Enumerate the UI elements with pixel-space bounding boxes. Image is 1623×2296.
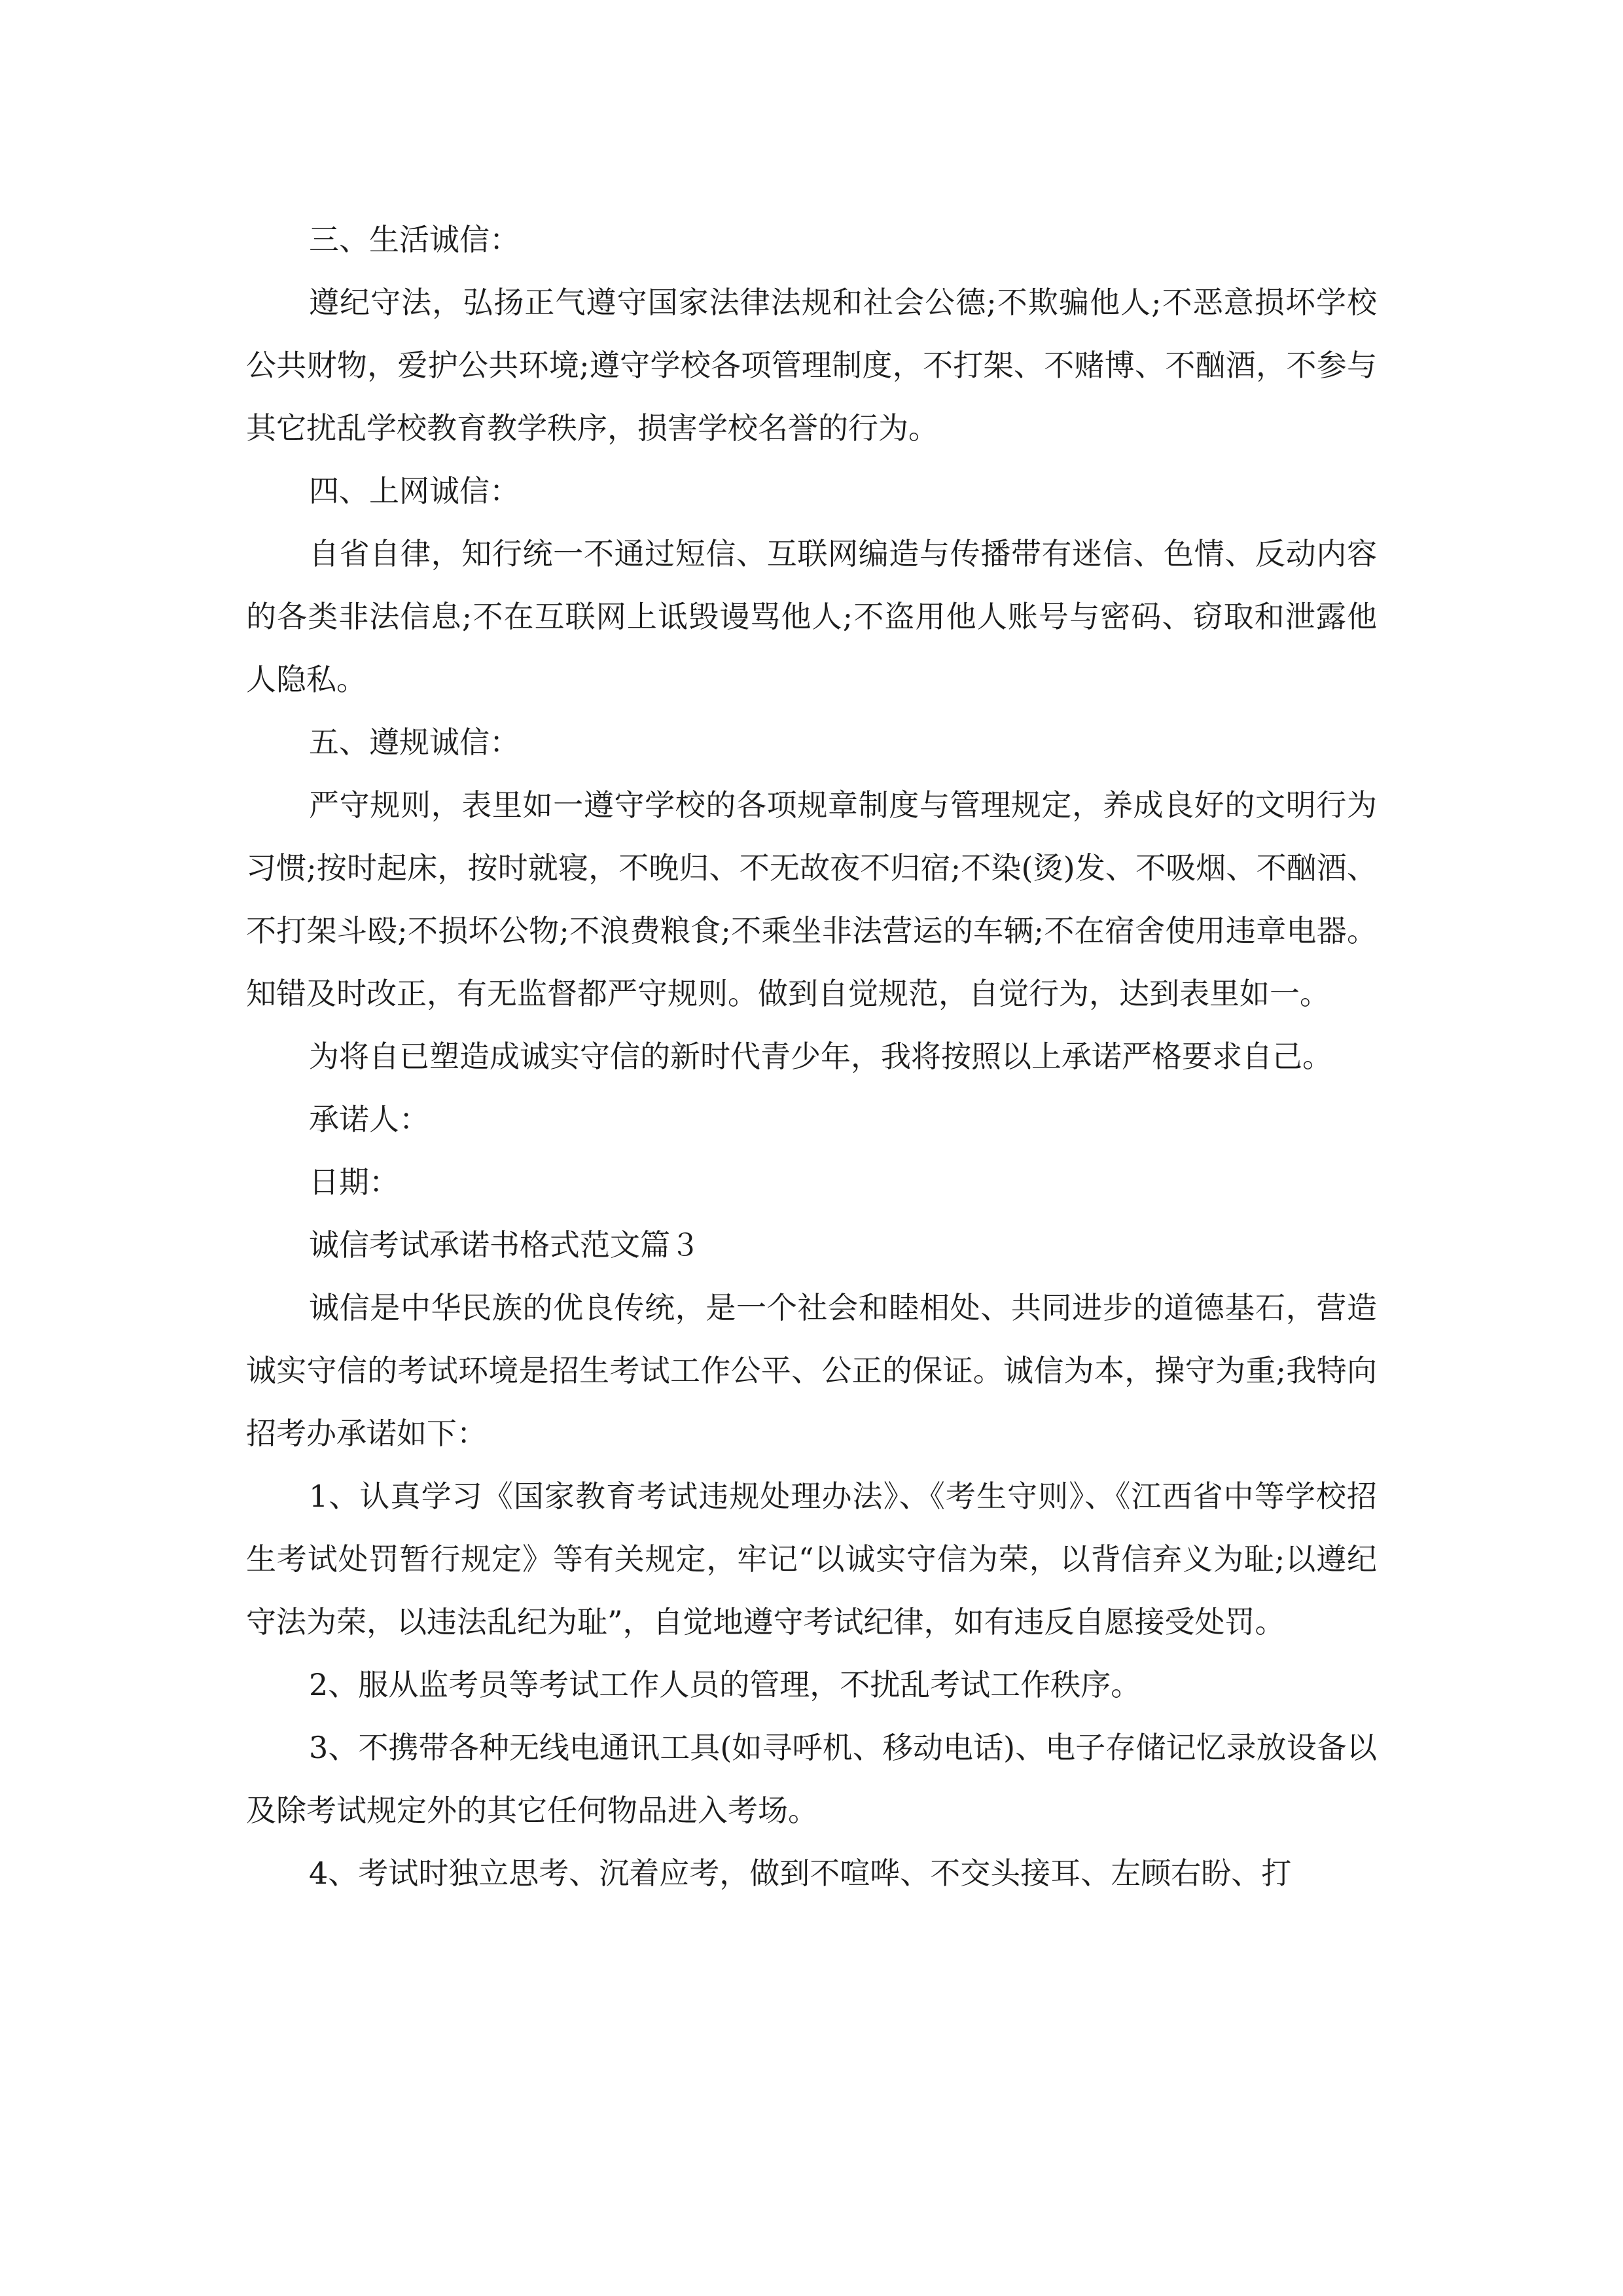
article-title-3: 诚信考试承诺书格式范文篇３ [309,1227,700,1263]
paragraph-life-integrity: 遵纪守法，弘扬正气遵守国家法律法规和社会公德;不欺骗他人;不恶意损坏学校公共财物，爱护公共环境;遵守学校各项管理制度，不打架、不赌博、不酗酒，不参与其它扰乱学校教育教学秩序，损害学校名誉的行为。 [246,285,1377,446]
list-item-3: 3、不携带各种无线电通讯工具(如寻呼机、移动电话)、电子存储记忆录放设备以及除考试规定外的其它任何物品进入考场。 [246,1730,1377,1828]
paragraph-rules-integrity: 严守规则，表里如一遵守学校的各项规章制度与管理规定，养成良好的文明行为习惯;按时起床，按时就寝，不晚归、不无故夜不归宿;不染(烫)发、不吸烟、不酗酒、不打架斗殴;不损坏公物;不浪费粮食;不乘坐非法营运的车辆;不在宿舍使用违章电器。知错及时改正，有无监督都严守规则。做到自觉规范，自觉行为，达到表里如一。 [246,787,1377,1011]
section-heading-rules-integrity: 五、遵规诚信： [309,725,520,760]
date-label: 日期： [309,1164,399,1200]
signatory-label: 承诺人： [309,1102,429,1137]
list-item-1: 1、认真学习《国家教育考试违规处理办法》、《考生守则》、《江西省中等学校招生考试处罚暂行规定》等有关规定，牢记“以诚实守信为荣，以背信弃义为耻;以遵纪守法为荣，以违法乱纪为耻”，自觉地遵守考试纪律，如有违反自愿接受处罚。 [246,1479,1377,1640]
paragraph-commitment-summary: 为将自已塑造成诚实守信的新时代青少年，我将按照以上承诺严格要求自己。 [309,1039,1332,1074]
document-page [246,208,1377,1905]
list-item-4: 4、考试时独立思考、沉着应考，做到不喧哗、不交头接耳、左顾右盼、打 [309,1856,1292,1891]
paragraph-online-integrity: 自省自律，知行统一不通过短信、互联网编造与传播带有迷信、色情、反动内容的各类非法信息;不在互联网上诋毁谩骂他人;不盗用他人账号与密码、窃取和泄露他人隐私。 [246,536,1377,697]
section-heading-life-integrity: 三、生活诚信： [309,222,520,257]
list-item-2: 2、服从监考员等考试工作人员的管理，不扰乱考试工作秩序。 [309,1667,1141,1702]
paragraph-intro: 诚信是中华民族的优良传统，是一个社会和睦相处、共同进步的道德基石，营造诚实守信的考试环境是招生考试工作公平、公正的保证。诚信为本，操守为重;我特向招考办承诺如下： [246,1290,1377,1451]
section-heading-online-integrity: 四、上网诚信： [309,473,520,509]
